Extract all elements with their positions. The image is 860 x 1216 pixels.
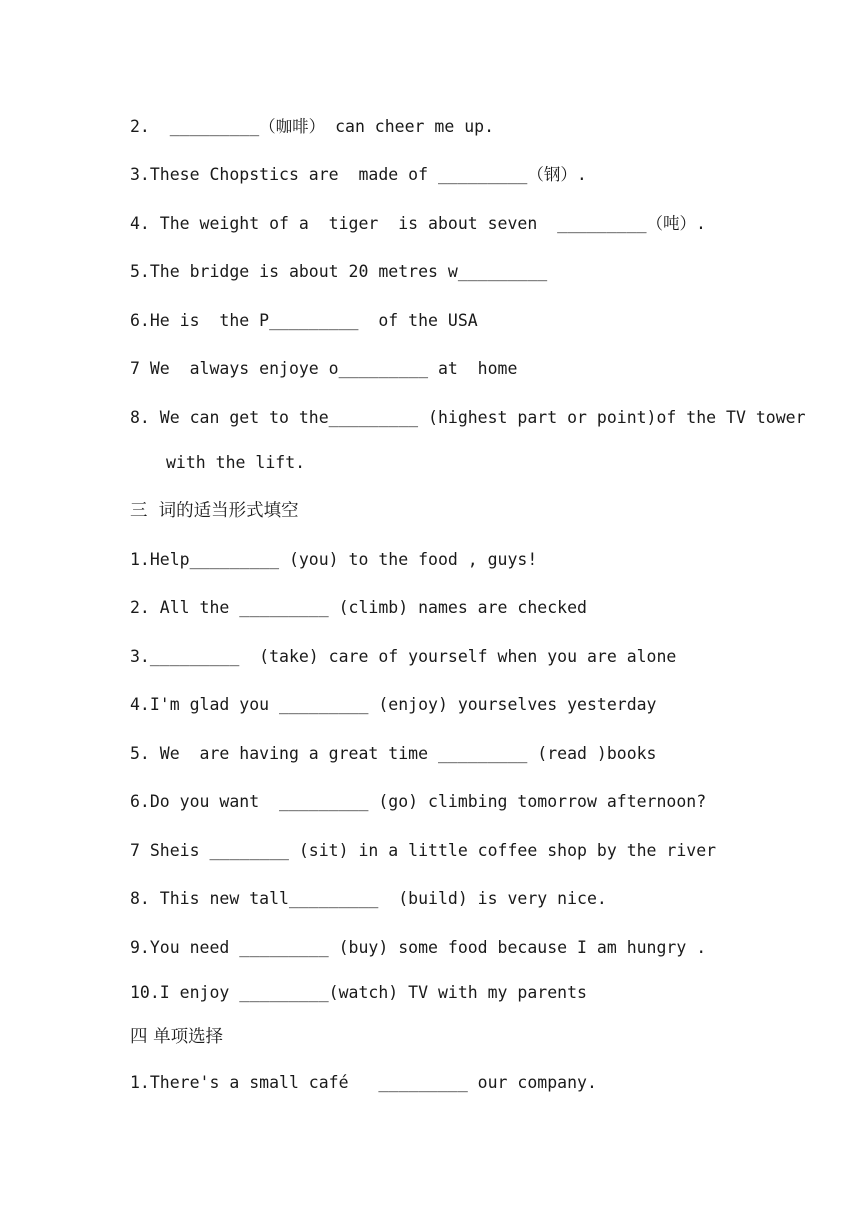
word-form-item-7: 7 Sheis ________ (sit) in a little coffee shop by the river	[130, 841, 717, 860]
word-form-item-6: 6.Do you want _________ (go) climbing tomorrow afternoon?	[130, 792, 707, 811]
word-form-item-8: 8. This new tall_________ (build) is very nice.	[130, 889, 607, 908]
word-form-item-5: 5. We are having a great time _________ (read )books	[130, 744, 657, 763]
section-3-heading: 三 词的适当形式填空	[130, 501, 299, 521]
word-form-item-4: 4.I'm glad you _________ (enjoy) yourselves yesterday	[130, 695, 657, 714]
word-form-item-10: 10.I enjoy _________(watch) TV with my parents	[130, 983, 587, 1002]
fill-blank-item-8: 8. We can get to the_________ (highest part or point)of the TV tower	[130, 408, 806, 427]
fill-blank-item-5: 5.The bridge is about 20 metres w_________	[130, 262, 548, 281]
multiple-choice-item-1: 1.There's a small café _________ our company.	[130, 1073, 597, 1092]
fill-blank-item-7: 7 We always enjoye o_________ at home	[130, 359, 518, 378]
word-form-item-9: 9.You need _________ (buy) some food because I am hungry .	[130, 938, 707, 957]
fill-blank-item-6: 6.He is the P_________ of the USA	[130, 311, 478, 330]
section-4-heading: 四 单项选择	[130, 1027, 224, 1047]
word-form-item-3: 3._________ (take) care of yourself when you are alone	[130, 647, 677, 666]
word-form-item-2: 2. All the _________ (climb) names are checked	[130, 598, 587, 617]
fill-blank-item-8-continuation: with the lift.	[166, 453, 306, 472]
fill-blank-item-4: 4. The weight of a tiger is about seven _________（吨）.	[130, 214, 706, 233]
word-form-item-1: 1.Help_________ (you) to the food , guys!	[130, 550, 538, 569]
fill-blank-item-2: 2. _________（咖啡） can cheer me up.	[130, 117, 495, 136]
fill-blank-item-3: 3.These Chopstics are made of _________（钢）.	[130, 165, 587, 184]
